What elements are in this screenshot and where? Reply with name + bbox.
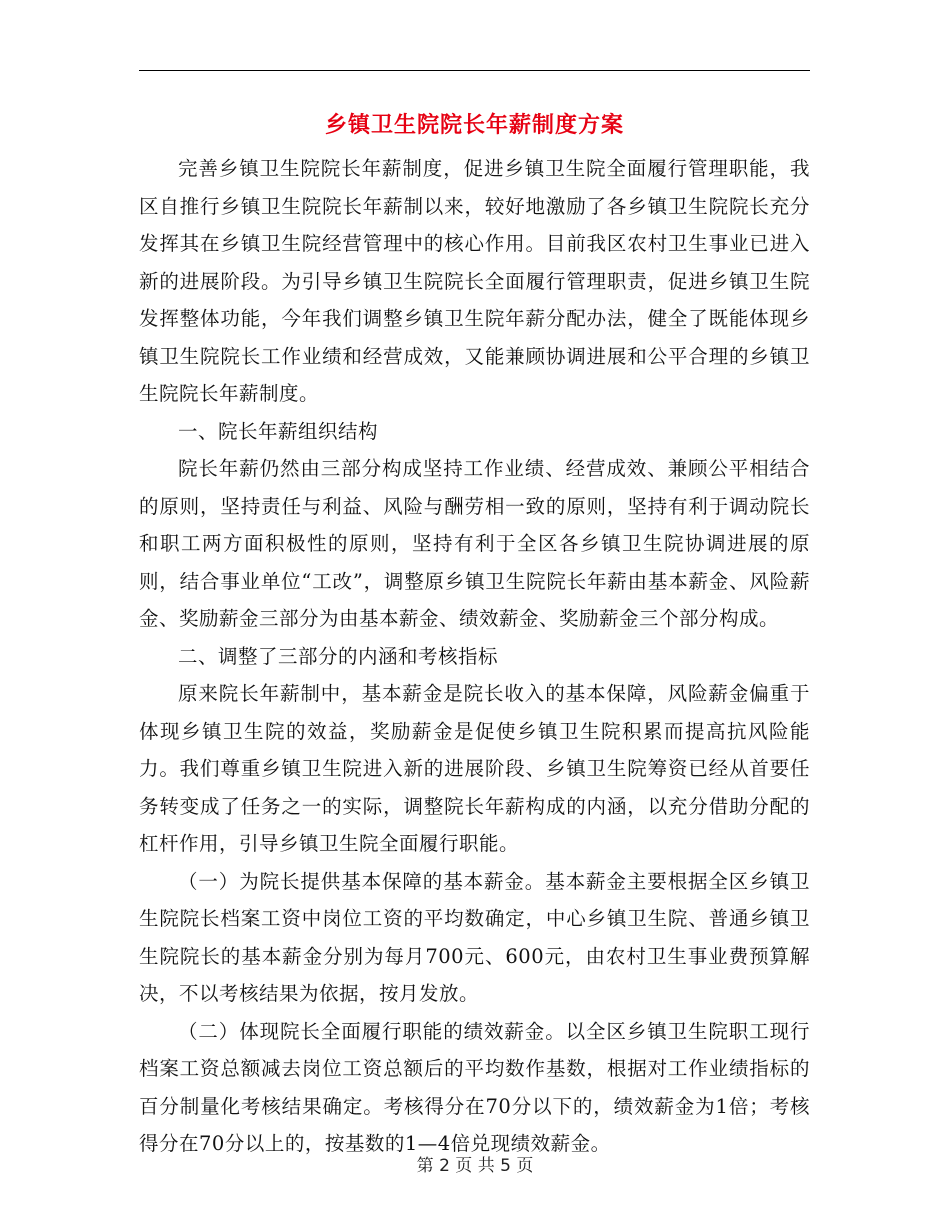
document-body (139, 150, 810, 1163)
intro-paragraph: 完善乡镇卫生院院长年薪制度，促进乡镇卫生院全面履行管理职能，我区自推行乡镇卫生院院长年薪制以来，较好地激励了各乡镇卫生院院长充分发挥其在乡镇卫生院经营管理中的核心作用。目前我区农村卫生事业已进入新的进展阶段。为引导乡镇卫生院院长全面履行管理职责，促进乡镇卫生院发挥整体功能，今年我们调整乡镇卫生院年薪分配办法，健全了既能体现乡镇卫生院院长工作业绩和经营成效，又能兼顾协调进展和公平合理的乡镇卫生院院长年薪制度。 (139, 157, 810, 405)
subsection-2-paragraph: （二）体现院长全面履行职能的绩效薪金。以全区乡镇卫生院职工现行档案工资总额减去岗位工资总额后的平均数作基数，根据对工作业绩指标的百分制量化考核结果确定。考核得分在70分以下的，绩效薪金为1倍；考核得分在70分以上的，按基数的1—4倍兑现绩效薪金。 (139, 1019, 810, 1155)
header-rule (139, 70, 810, 71)
section-heading-1: 一、院长年薪组织结构 (178, 419, 379, 443)
document-title: 乡镇卫生院院长年薪制度方案 (324, 113, 624, 138)
subsection-1-paragraph: （一）为院长提供基本保障的基本薪金。基本薪金主要根据全区乡镇卫生院院长档案工资中岗位工资的平均数确定，中心乡镇卫生院、普通乡镇卫生院院长的基本薪金分别为每月700元、600元，由农村卫生事业费预算解决，不以考核结果为依据，按月发放。 (139, 869, 810, 1005)
section-heading-2: 二、调整了三部分的内涵和考核指标 (178, 644, 499, 668)
section-1-paragraph: 院长年薪仍然由三部分构成坚持工作业绩、经营成效、兼顾公平相结合的原则，坚持责任与利益、风险与酬劳相一致的原则，坚持有利于调动院长和职工两方面积极性的原则，坚持有利于全区各乡镇卫生院协调进展的原则，结合事业单位“工改”，调整原乡镇卫生院院长年薪由基本薪金、风险薪金、奖励薪金三部分为由基本薪金、绩效薪金、奖励薪金三个部分构成。 (139, 457, 810, 630)
page-number: 第 2 页 共 5 页 (416, 1156, 534, 1176)
section-2-paragraph: 原来院长年薪制中，基本薪金是院长收入的基本保障，风险薪金偏重于体现乡镇卫生院的效益，奖励薪金是促使乡镇卫生院积累而提高抗风险能力。我们尊重乡镇卫生院进入新的进展阶段、乡镇卫生院筹资已经从首要任务转变成了任务之一的实际，调整院长年薪构成的内涵，以充分借助分配的杠杆作用，引导乡镇卫生院全面履行职能。 (139, 682, 810, 855)
